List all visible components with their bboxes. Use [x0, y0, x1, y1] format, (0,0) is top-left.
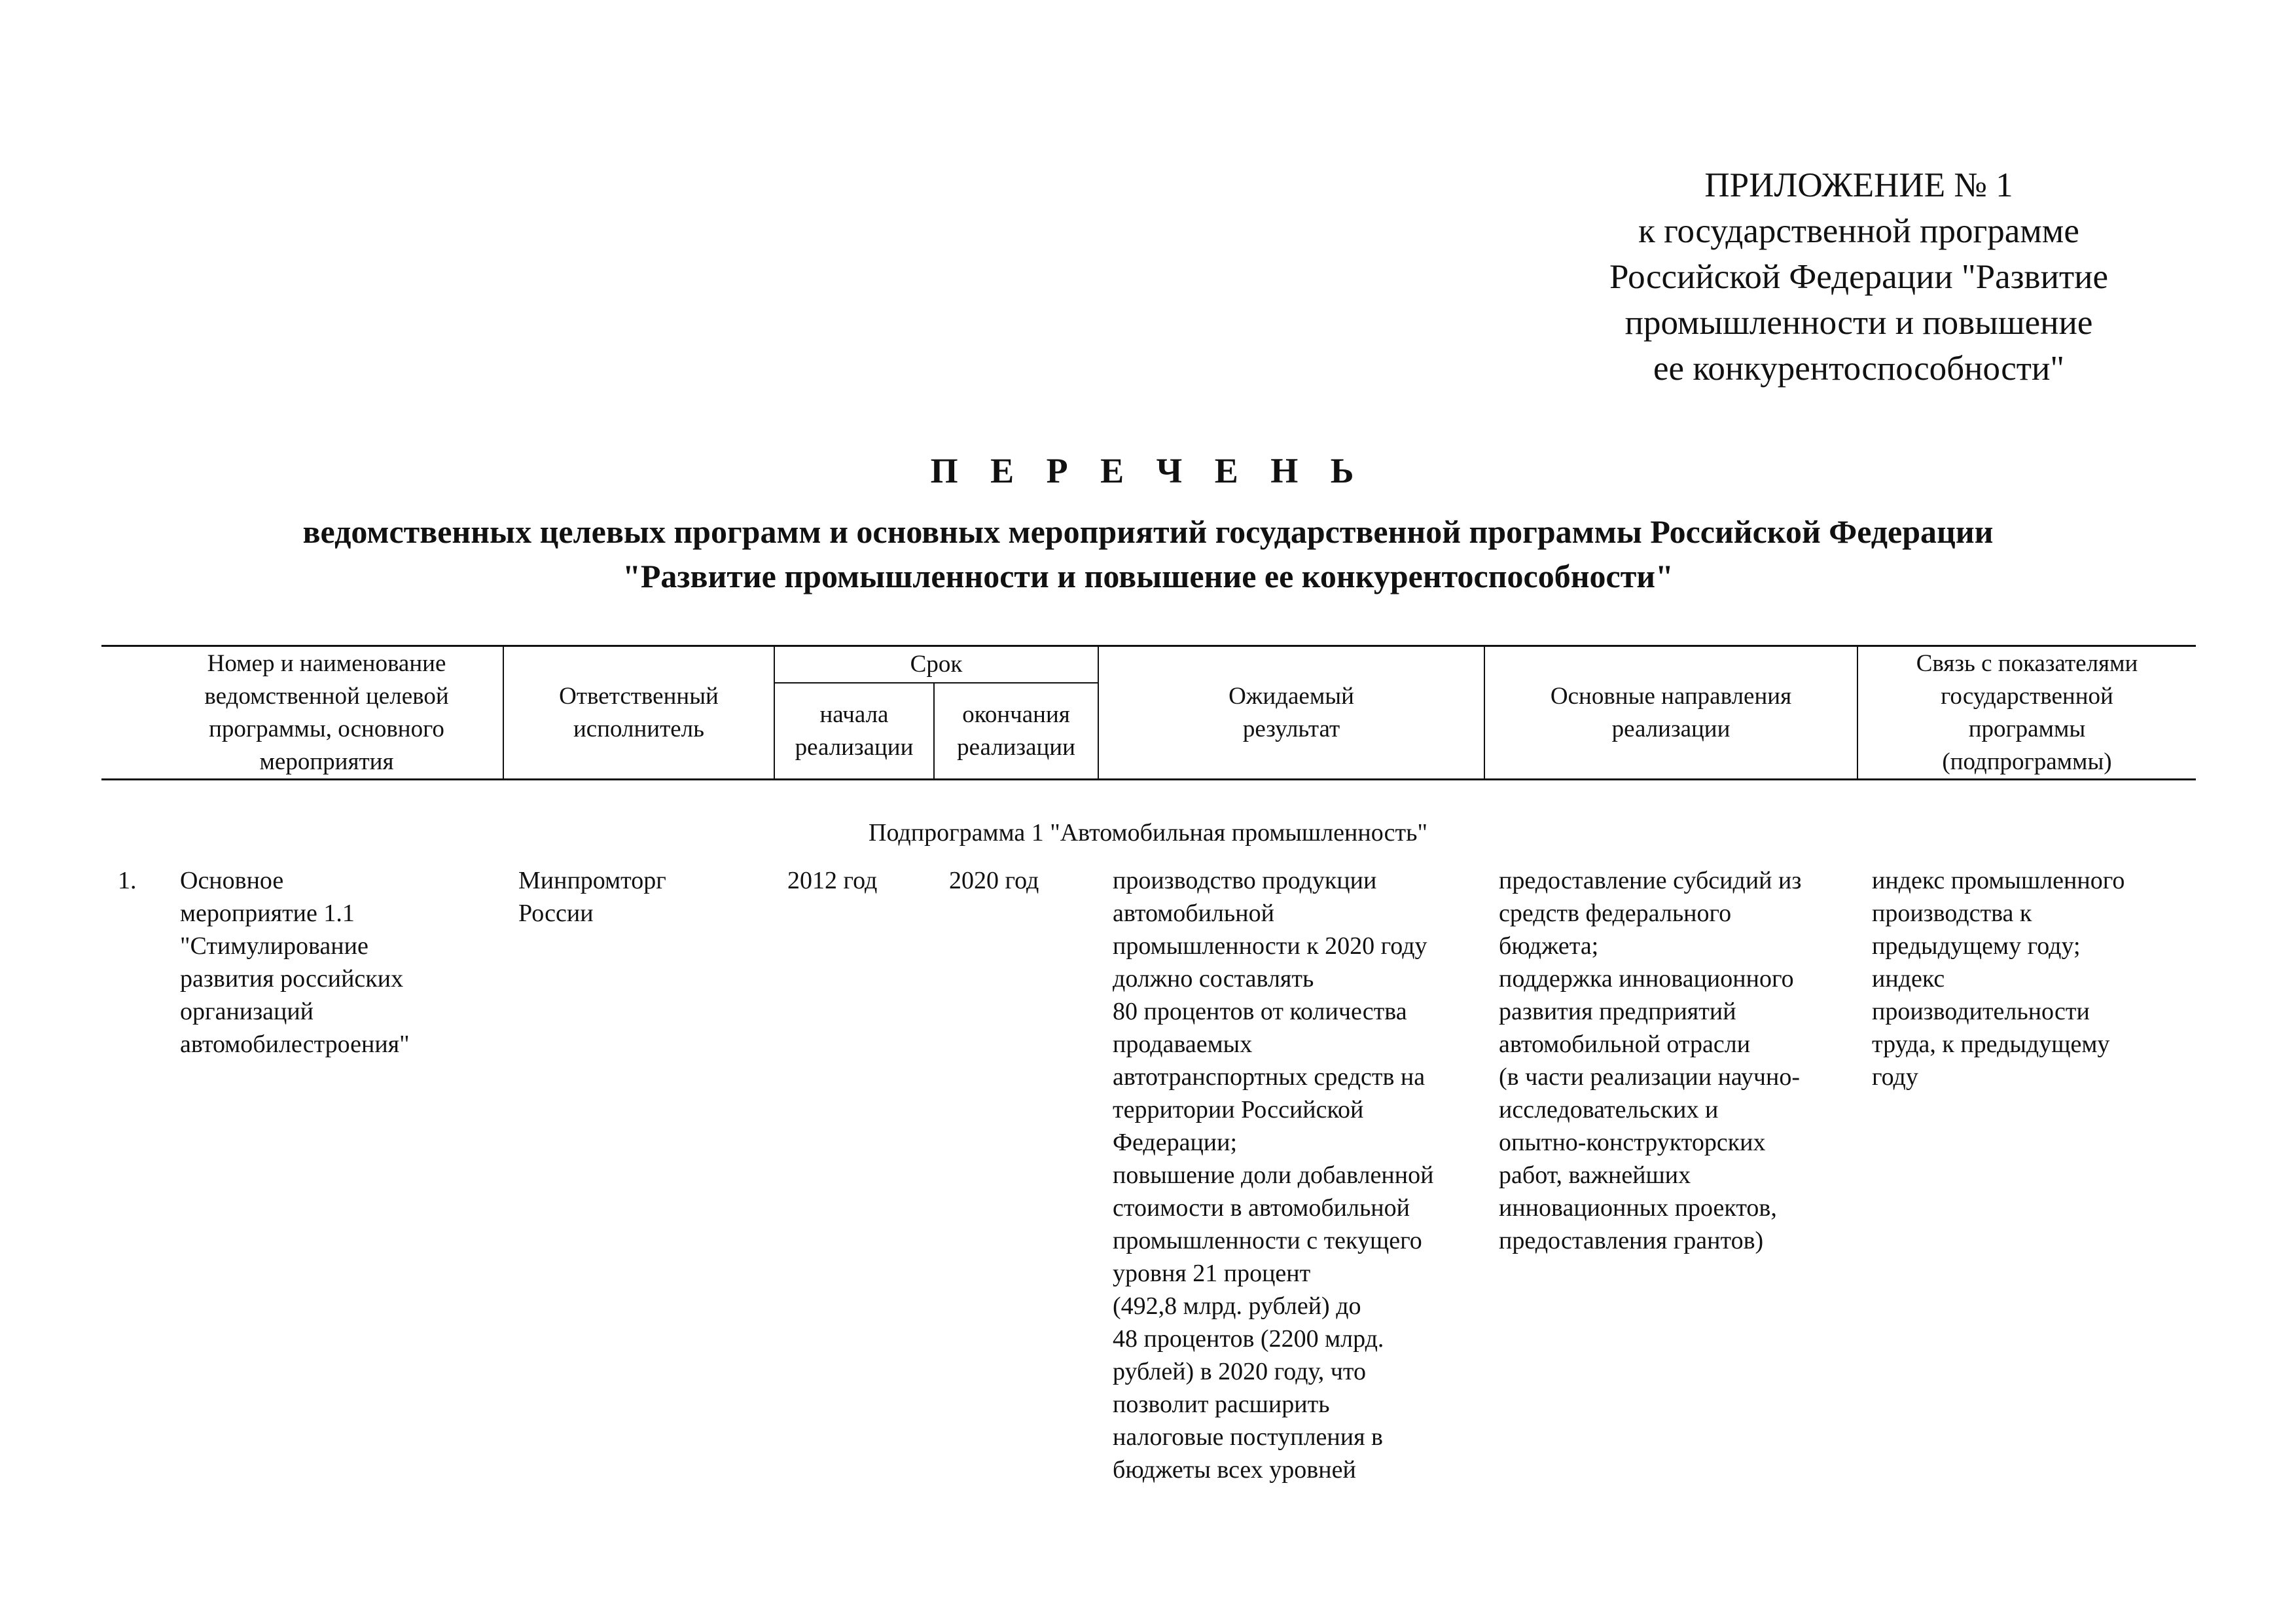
cell-line: индекс промышленного [1872, 867, 2125, 894]
cell-line: развития российских [180, 965, 404, 993]
header-text: реализации [795, 734, 914, 761]
cell-line: труда, к предыдущему [1872, 1030, 2110, 1058]
appendix-line: ее конкурентоспособности" [1653, 350, 2064, 388]
header-start [775, 685, 933, 778]
header-text: Связь с показателями [1916, 650, 2138, 677]
appendix-header [1571, 162, 2147, 392]
cell-line: позволит расширить [1113, 1391, 1330, 1418]
header-text: исполнитель [573, 716, 705, 742]
subprogram-title: Подпрограмма 1 "Автомобильная промышленность" [869, 819, 1427, 847]
header-text: реализации [957, 734, 1075, 761]
cell-line: организаций [180, 998, 314, 1025]
header-term [775, 648, 1098, 681]
cell-line: средств федерального [1499, 900, 1732, 927]
header-text: реализации [1611, 716, 1731, 742]
subtitle-line: ведомственных целевых программ и основных мероприятий государственной программы Российской Федерации [302, 513, 1994, 550]
header-executor [504, 648, 774, 778]
document-subtitle [98, 509, 2198, 598]
appendix-line: ПРИЛОЖЕНИЕ № 1 [1704, 166, 2013, 204]
cell-line: автомобильной отрасли [1499, 1030, 1751, 1058]
cell-line: уровня 21 процент [1113, 1260, 1311, 1287]
document-title: П Е Р Е Ч Е Н Ь [930, 451, 1366, 490]
cell-line: "Стимулирование [180, 932, 368, 960]
cell-line: стоимости в автомобильной [1113, 1194, 1410, 1222]
header-text: программы, основного [209, 716, 444, 742]
cell-line: налоговые поступления в [1113, 1423, 1383, 1451]
cell-line: Основное [180, 867, 284, 894]
cell-line: продаваемых [1113, 1030, 1253, 1058]
cell-line: автомобильной [1113, 900, 1274, 927]
cell-line: автомобилестроения" [180, 1030, 410, 1058]
header-text: начала [819, 701, 889, 728]
row-program-name [180, 864, 501, 1061]
row-indicators [1872, 864, 2193, 1093]
row-number: 1. [118, 867, 137, 894]
cell-line: рублей) в 2020 году, что [1113, 1358, 1366, 1385]
subtitle-line: "Развитие промышленности и повышение ее конкурентоспособности" [622, 558, 1674, 594]
cell-line: индекс [1872, 965, 1945, 993]
table-header-bottom-rule [101, 778, 2196, 780]
cell-line: бюджета; [1499, 932, 1599, 960]
header-result [1099, 648, 1484, 778]
header-program-name [151, 648, 503, 778]
header-text: Основные направления [1550, 683, 1792, 710]
cell-line: должно составлять [1113, 965, 1314, 993]
row-end-year: 2020 год [949, 867, 1039, 894]
cell-line: предоставление субсидий из [1499, 867, 1802, 894]
cell-line: предыдущему году; [1872, 932, 2081, 960]
header-text: Срок [910, 651, 963, 678]
header-text: программы [1968, 716, 2086, 742]
appendix-line: Российской Федерации "Развитие [1609, 258, 2108, 296]
cell-line: 80 процентов от количества [1113, 998, 1407, 1025]
header-text: Номер и наименование [207, 650, 446, 677]
appendix-line: к государственной программе [1638, 212, 2079, 250]
cell-line: 48 процентов (2200 млрд. [1113, 1325, 1384, 1353]
cell-line: промышленности с текущего [1113, 1227, 1422, 1254]
cell-line: развития предприятий [1499, 998, 1736, 1025]
header-indicators [1858, 648, 2196, 778]
cell-line: инновационных проектов, [1499, 1194, 1777, 1222]
header-text: мероприятия [259, 748, 394, 775]
header-text: Ожидаемый [1229, 683, 1354, 710]
cell-line: исследовательских и [1499, 1096, 1719, 1123]
cell-line: Минпромторг [518, 867, 666, 894]
term-subheader-rule [774, 682, 1098, 684]
row-directions [1499, 864, 1856, 1257]
row-executor [518, 864, 767, 930]
cell-line: мероприятие 1.1 [180, 900, 355, 927]
cell-line: автотранспортных средств на [1113, 1063, 1426, 1091]
table-header-top-rule [101, 645, 2196, 647]
cell-line: (492,8 млрд. рублей) до [1113, 1292, 1361, 1320]
cell-line: бюджеты всех уровней [1113, 1456, 1356, 1484]
header-text: Ответственный [559, 683, 719, 710]
header-text: ведомственной целевой [204, 683, 449, 710]
header-text: результат [1242, 716, 1340, 742]
cell-line: опытно-конструкторских [1499, 1129, 1766, 1156]
cell-line: производства к [1872, 900, 2032, 927]
header-directions [1485, 648, 1857, 778]
cell-line: промышленности к 2020 году [1113, 932, 1427, 960]
cell-line: работ, важнейших [1499, 1161, 1691, 1189]
cell-line: (в части реализации научно- [1499, 1063, 1800, 1091]
cell-line: территории Российской [1113, 1096, 1364, 1123]
cell-line: производительности [1872, 998, 2090, 1025]
header-text: государственной [1941, 683, 2113, 710]
cell-line: поддержка инновационного [1499, 965, 1794, 993]
header-text: окончания [962, 701, 1070, 728]
row-start-year: 2012 год [787, 867, 878, 894]
cell-line: России [518, 900, 594, 927]
appendix-line: промышленности и повышение [1624, 304, 2093, 342]
row-expected-result [1113, 864, 1482, 1486]
cell-line: производство продукции [1113, 867, 1377, 894]
cell-line: Федерации; [1113, 1129, 1238, 1156]
header-end [935, 685, 1098, 778]
cell-line: году [1872, 1063, 1918, 1091]
cell-line: предоставления грантов) [1499, 1227, 1764, 1254]
header-text: (подпрограммы) [1942, 748, 2112, 775]
cell-line: повышение доли добавленной [1113, 1161, 1434, 1189]
